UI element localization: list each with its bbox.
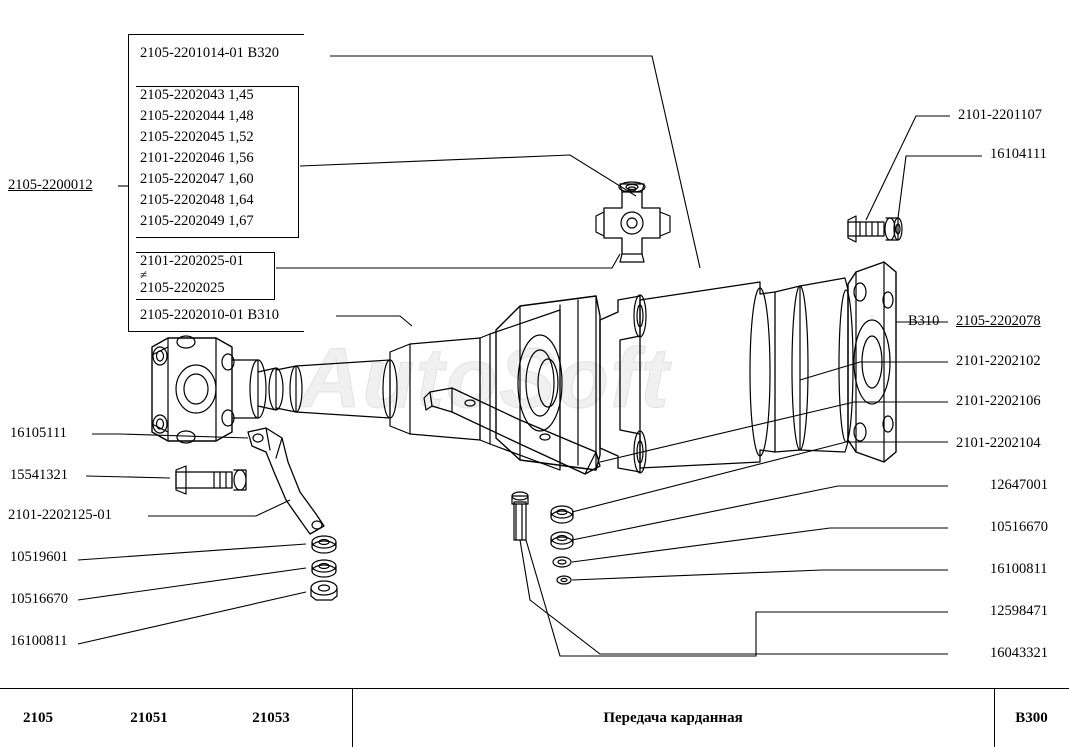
watermark: AutoSoft: [300, 331, 671, 425]
lbl-10519601: 10519601: [10, 549, 68, 565]
shim-item-5: 2105-2202048 1,64: [140, 192, 254, 208]
group-header-label: 2105-2201014-01 B320: [140, 45, 279, 61]
alt-item-0: 2101-2202025-01: [140, 253, 244, 269]
group-footer-label: 2105-2202010-01 B310: [140, 307, 279, 323]
lbl-b310: B310: [908, 313, 940, 329]
shim-item-4: 2105-2202047 1,60: [140, 171, 254, 187]
shim-item-0: 2105-2202043 1,45: [140, 87, 254, 103]
lbl-2101-2202125-01: 2101-2202125-01: [8, 507, 112, 523]
lbl-10516670-right: 10516670: [990, 519, 1048, 535]
lbl-10516670-left: 10516670: [10, 591, 68, 607]
footer-model-21053: 21053: [252, 709, 290, 726]
lbl-16043321: 16043321: [990, 645, 1048, 661]
shim-item-3: 2101-2202046 1,56: [140, 150, 254, 166]
alt-item-1: 2105-2202025: [140, 280, 225, 296]
lbl-16104111: 16104111: [990, 146, 1047, 162]
lbl-2101-2202104: 2101-2202104: [956, 435, 1041, 451]
lbl-16100811-right: 16100811: [990, 561, 1048, 577]
footer-model-21051: 21051: [130, 709, 168, 726]
lbl-16100811-left: 16100811: [10, 633, 68, 649]
shim-item-2: 2105-2202045 1,52: [140, 129, 254, 145]
alt-symbol: ≠: [140, 267, 148, 282]
lbl-12647001: 12647001: [990, 477, 1048, 493]
lbl-16105111: 16105111: [10, 425, 67, 441]
footer-code: B300: [1015, 709, 1048, 726]
lbl-2101-2201107: 2101-2201107: [958, 107, 1043, 123]
shim-item-6: 2105-2202049 1,67: [140, 213, 254, 229]
lbl-15541321: 15541321: [10, 467, 68, 483]
lbl-2101-2202102: 2101-2202102: [956, 353, 1041, 369]
footer-model-2105: 2105: [23, 709, 53, 726]
shim-item-1: 2105-2202044 1,48: [140, 108, 254, 124]
lbl-2105-2202078: 2105-2202078: [956, 313, 1041, 329]
lbl-12598471: 12598471: [990, 603, 1048, 619]
assembly-code: 2105-2200012: [8, 177, 93, 193]
footer-table: [0, 688, 1069, 747]
lbl-2101-2202106: 2101-2202106: [956, 393, 1041, 409]
footer-title: Передача карданная: [603, 709, 743, 726]
